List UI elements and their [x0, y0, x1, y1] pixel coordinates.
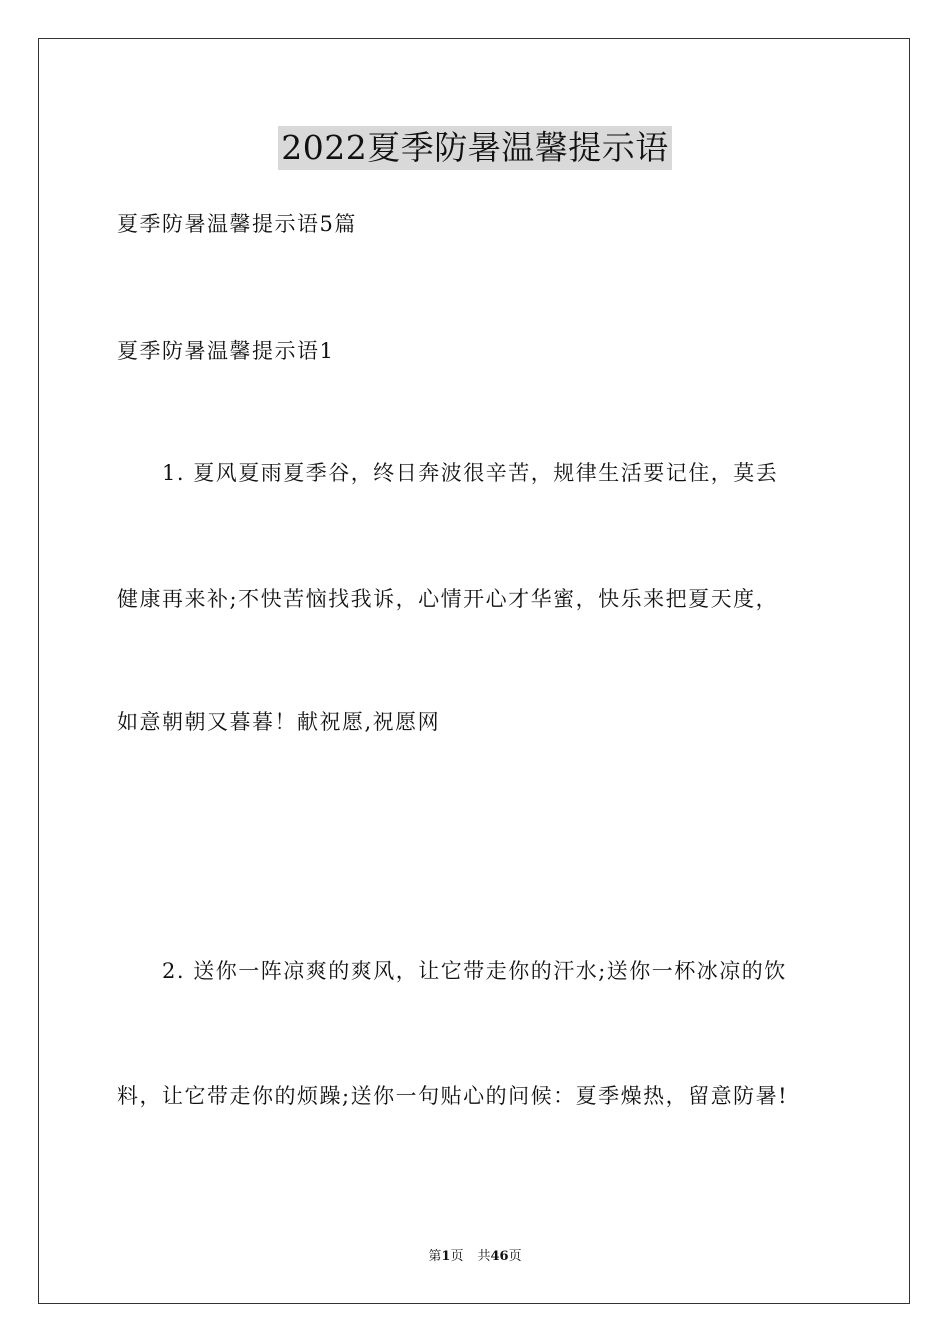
item-2-text-line-1: 送你一阵凉爽的爽风，让它带走你的汗水;送你一杯冰凉的饮	[193, 959, 787, 983]
footer-page-prefix: 第	[428, 1249, 442, 1264]
document-title-text: 2022夏季防暑温馨提示语	[278, 126, 671, 170]
footer-page-current: 1	[441, 1249, 451, 1264]
footer-total-suffix: 页	[508, 1249, 522, 1264]
footer-page-total: 46	[490, 1249, 509, 1264]
paragraph-2-line-1	[162, 957, 787, 985]
document-title	[0, 126, 950, 170]
footer-total-prefix: 共	[477, 1249, 491, 1264]
paragraph-1-line-1	[162, 459, 778, 487]
page-footer	[0, 1248, 950, 1266]
footer-page-suffix: 页	[450, 1249, 464, 1264]
item-1-number: 1.	[162, 461, 186, 485]
subtitle: 夏季防暑温馨提示语5篇	[117, 212, 357, 236]
paragraph-1-line-3: 如意朝朝又暮暮！献祝愿,祝愿网	[117, 710, 441, 734]
section-heading: 夏季防暑温馨提示语1	[117, 339, 335, 363]
item-2-number: 2.	[162, 959, 186, 983]
paragraph-1-line-2: 健康再来补;不快苦恼找我诉，心情开心才华蜜，快乐来把夏天度，	[117, 587, 779, 611]
paragraph-2-line-2: 料，让它带走你的烦躁;送你一句贴心的问候：夏季燥热，留意防暑!	[117, 1084, 789, 1108]
item-1-text-line-1: 夏风夏雨夏季谷，终日奔波很辛苦，规律生活要记住，莫丢	[193, 461, 779, 485]
